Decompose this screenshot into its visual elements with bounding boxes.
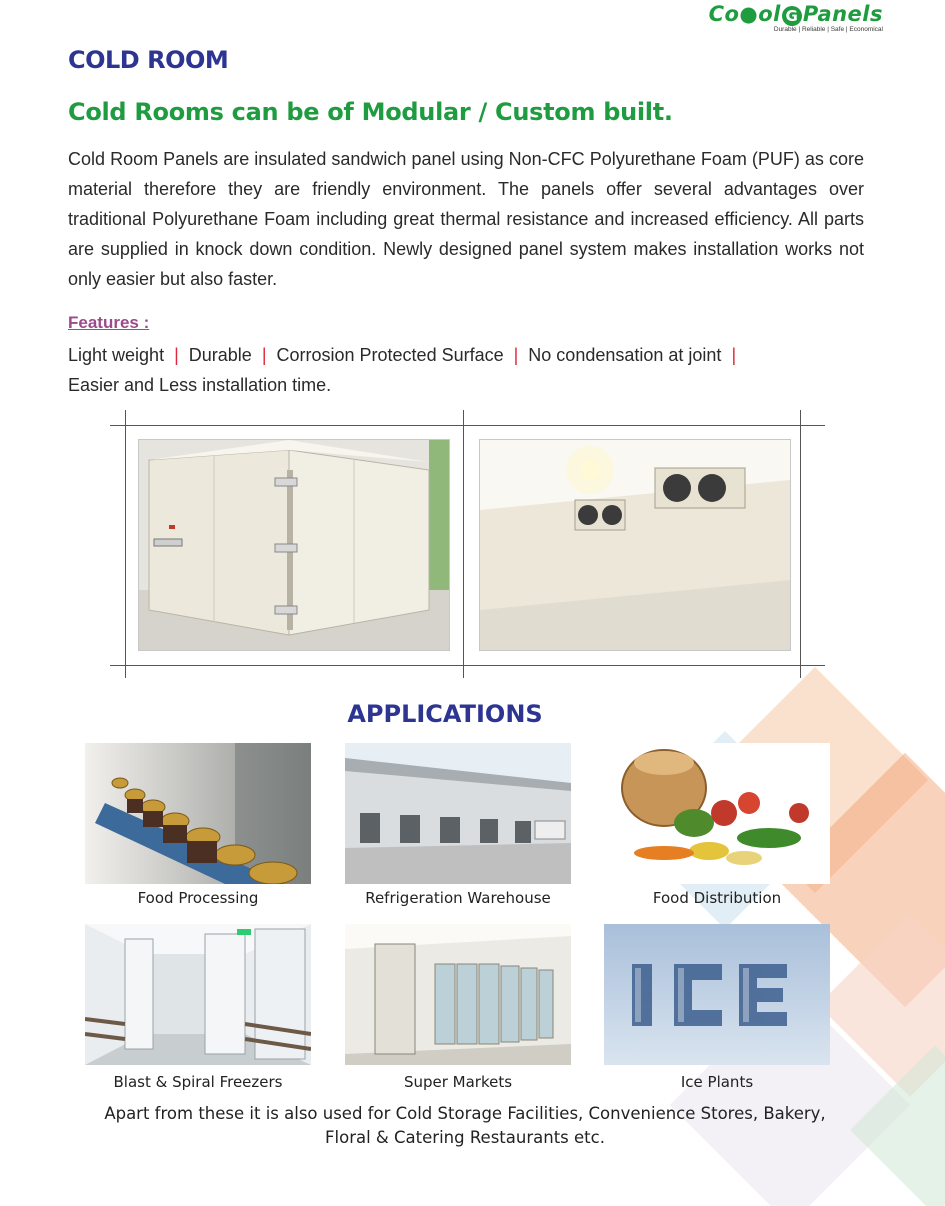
cold-room-interior-photo — [479, 439, 791, 651]
feature-separator: | — [261, 345, 267, 365]
glass-door-chiller-photo — [345, 924, 571, 1065]
feature-item: Easier and Less installation time. — [68, 375, 332, 395]
feature-item: Durable — [188, 345, 252, 365]
feature-separator: | — [513, 345, 519, 365]
application-label: Food Processing — [137, 889, 259, 907]
frame-line — [125, 410, 126, 678]
intro-paragraph: Cold Room Panels are insulated sandwich panel using Non-CFC Polyurethane Foam (PUF) as core material therefore they are friendly environment. The panels offer several advantages over traditional Polyurethane Foam including great thermal resistance and increased efficiency. All parts are supplied in knock down condition. Newly designed panel system makes installation works not only easier but also faster. — [68, 149, 864, 289]
page-subtitle: Cold Rooms can be of Modular / Custom built. — [68, 98, 673, 126]
frame-line — [463, 410, 464, 678]
footer-note: Apart from these it is also used for Cold Storage Facilities, Convenience Stores, Bakery, Floral & Catering Restaurants etc. — [104, 1104, 826, 1147]
freezer-corridor-photo — [85, 924, 311, 1065]
applications-title: APPLICATIONS — [347, 700, 543, 728]
brand-logo — [703, 2, 883, 34]
application-label: Blast & Spiral Freezers — [113, 1073, 283, 1091]
application-label: Food Distribution — [652, 889, 782, 907]
page-title: COLD ROOM — [68, 46, 229, 74]
feature-item: No condensation at joint — [528, 345, 722, 365]
feature-item: Corrosion Protected Surface — [276, 345, 504, 365]
features-title: Features : — [68, 313, 150, 332]
application-label: Refrigeration Warehouse — [365, 889, 551, 907]
feature-separator: | — [174, 345, 179, 365]
warehouse-photo — [345, 743, 571, 884]
vegetable-basket-photo — [604, 743, 830, 884]
frame-line — [110, 665, 825, 666]
frame-line — [110, 425, 825, 426]
ice-letters-photo — [604, 924, 830, 1065]
features-list — [68, 340, 848, 400]
frame-line — [800, 410, 801, 678]
feature-separator: | — [731, 345, 737, 365]
feature-item: Light weight — [68, 345, 165, 365]
jars-on-conveyor-photo — [85, 743, 311, 884]
brand-tagline: Durable | Reliable | Safe | Economical — [773, 26, 883, 33]
application-label: Super Markets — [403, 1073, 513, 1091]
cold-room-box-photo — [138, 439, 450, 651]
brand-wordmark: Co●ol G Panels — [708, 2, 883, 26]
application-label: Ice Plants — [680, 1073, 754, 1091]
